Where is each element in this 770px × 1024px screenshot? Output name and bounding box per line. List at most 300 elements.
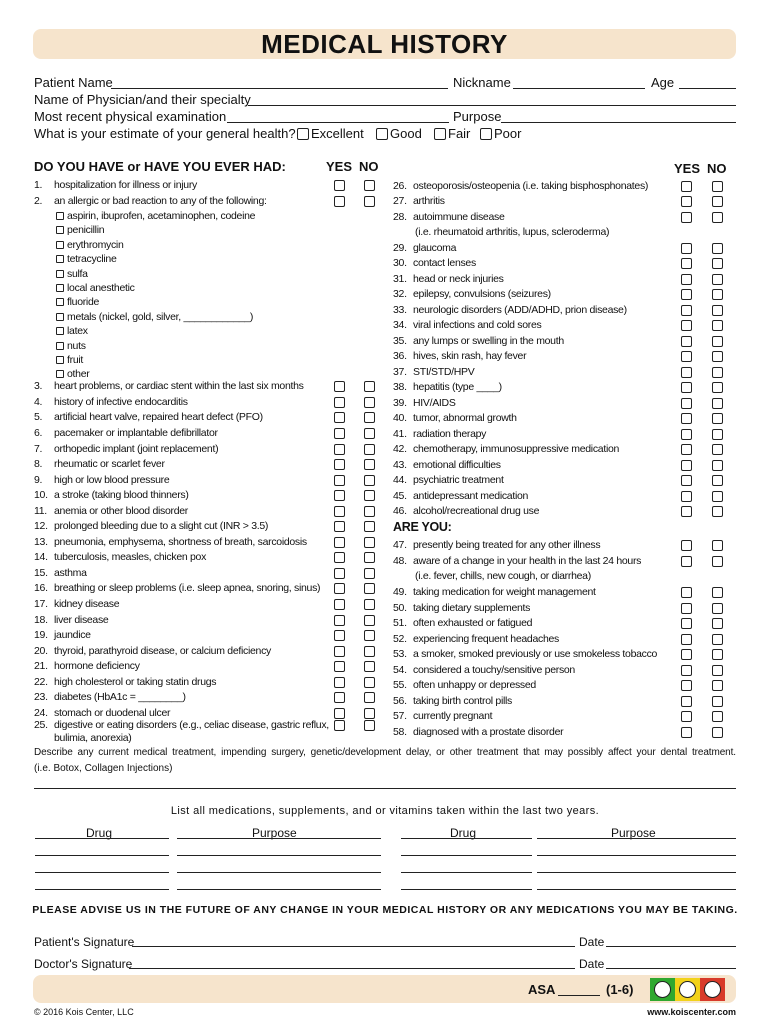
- item-text: antidepressant medication: [413, 490, 529, 502]
- no-checkbox[interactable]: [712, 475, 723, 486]
- question-item: [393, 602, 530, 615]
- no-checkbox[interactable]: [712, 429, 723, 440]
- no-checkbox[interactable]: [364, 677, 375, 688]
- item-text: presently being treated for any other illness: [413, 539, 601, 551]
- yes-checkbox[interactable]: [334, 630, 345, 641]
- describe-text: Describe any current medical treatment, impending surgery, genetic/development delay, or other treatment that may possibly affect your dental treatment.: [34, 747, 736, 758]
- yes-checkbox[interactable]: [334, 196, 345, 207]
- no-checkbox[interactable]: [712, 413, 723, 424]
- yes-checkbox[interactable]: [334, 521, 345, 532]
- allergen-checkbox[interactable]: [56, 298, 64, 306]
- yes-checkbox[interactable]: [334, 475, 345, 486]
- no-checkbox[interactable]: [712, 587, 723, 598]
- question-item: [34, 614, 108, 627]
- item-text: chemotherapy, immunosuppressive medication: [413, 443, 620, 455]
- item-text: viral infections and cold sores: [413, 319, 542, 331]
- no-checkbox[interactable]: [712, 665, 723, 676]
- yes-checkbox[interactable]: [334, 692, 345, 703]
- item-text: liver disease: [54, 614, 109, 626]
- item-number: 15.: [34, 567, 48, 579]
- green-circle[interactable]: [654, 981, 671, 998]
- no-checkbox[interactable]: [712, 634, 723, 645]
- item-text: contact lenses: [413, 257, 476, 269]
- allergen-checkbox[interactable]: [56, 241, 64, 249]
- yes-checkbox[interactable]: [681, 711, 692, 722]
- allergen-checkbox[interactable]: [56, 284, 64, 292]
- allergen-checkbox[interactable]: [56, 342, 64, 350]
- item-number: 3.: [34, 380, 43, 392]
- question-item: [393, 617, 532, 630]
- allergen-option[interactable]: [56, 340, 86, 353]
- allergen-checkbox[interactable]: [56, 226, 64, 234]
- allergen-option[interactable]: [56, 210, 255, 223]
- item-number: 23.: [34, 691, 48, 703]
- yes-checkbox[interactable]: [681, 367, 692, 378]
- physician-label: Name of Physician/and their specialty: [34, 92, 251, 107]
- item-number: 48.: [393, 555, 407, 567]
- no-checkbox[interactable]: [712, 556, 723, 567]
- yes-checkbox[interactable]: [334, 459, 345, 470]
- question-item: [393, 633, 559, 646]
- medication-entry-line[interactable]: [177, 889, 381, 890]
- item-text: diabetes (HbA1c = ________): [54, 691, 186, 703]
- patient-date-label: Date: [579, 935, 605, 949]
- patient-name-field[interactable]: [111, 88, 448, 89]
- yes-checkbox[interactable]: [681, 429, 692, 440]
- health-option-fair[interactable]: Fair: [434, 126, 470, 141]
- item-number: 58.: [393, 726, 407, 738]
- yes-checkbox[interactable]: [681, 475, 692, 486]
- health-question: What is your estimate of your general health?: [34, 126, 296, 141]
- yes-checkbox[interactable]: [334, 412, 345, 423]
- question-item: [393, 350, 526, 363]
- describe-example: (i.e. Botox, Collagen Injections): [34, 763, 173, 774]
- yes-checkbox[interactable]: [681, 289, 692, 300]
- no-checkbox[interactable]: [364, 180, 375, 191]
- item-number: 33.: [393, 304, 407, 316]
- item-text: often unhappy or depressed: [413, 679, 536, 691]
- allergen-checkbox[interactable]: [56, 370, 64, 378]
- no-checkbox[interactable]: [364, 692, 375, 703]
- no-checkbox[interactable]: [364, 630, 375, 641]
- question-item: [393, 586, 596, 599]
- allergen-checkbox[interactable]: [56, 255, 64, 263]
- doctor-signature-label: Doctor's Signature: [34, 957, 133, 971]
- question-item: [393, 180, 648, 193]
- purpose-label: Purpose: [453, 109, 502, 124]
- question-item: [393, 474, 504, 487]
- no-checkbox[interactable]: [364, 568, 375, 579]
- question-item: [34, 629, 91, 642]
- no-checkbox[interactable]: [712, 460, 723, 471]
- question-item: [34, 411, 263, 424]
- item-text: anemia or other blood disorder: [54, 505, 189, 517]
- health-option-good[interactable]: Good: [376, 126, 422, 141]
- medication-header-line: [537, 838, 736, 839]
- yes-checkbox[interactable]: [334, 180, 345, 191]
- item-number: 39.: [393, 397, 407, 409]
- allergen-underline: [56, 352, 322, 353]
- no-checkbox[interactable]: [712, 696, 723, 707]
- yes-checkbox[interactable]: [334, 615, 345, 626]
- medication-entry-line[interactable]: [177, 855, 381, 856]
- age-label: Age: [651, 75, 675, 90]
- no-checkbox[interactable]: [712, 680, 723, 691]
- question-item: [393, 459, 501, 472]
- item-text: epilepsy, convulsions (seizures): [413, 288, 551, 300]
- health-option-excellent[interactable]: Excellent: [297, 126, 364, 141]
- question-item: [393, 397, 456, 410]
- allergen-option[interactable]: [56, 253, 117, 266]
- yes-checkbox[interactable]: [681, 491, 692, 502]
- item-text: high cholesterol or taking statin drugs: [54, 676, 217, 688]
- no-checkbox[interactable]: [364, 428, 375, 439]
- allergen-option[interactable]: [56, 296, 99, 309]
- item-text: heart problems, or cardiac stent within the last six months: [54, 380, 304, 392]
- medication-header-line: [401, 838, 532, 839]
- item-number: 42.: [393, 443, 407, 455]
- item-text: (i.e. fever, chills, new cough, or diarrhea): [415, 570, 591, 582]
- question-item: [393, 412, 517, 425]
- item-number: 21.: [34, 660, 48, 672]
- question-item: [34, 691, 186, 704]
- allergen-checkbox[interactable]: [56, 212, 64, 220]
- question-item: [393, 490, 528, 503]
- doctor-date-field[interactable]: [606, 968, 736, 969]
- page-title: MEDICAL HISTORY: [261, 29, 508, 59]
- question-item: [34, 551, 206, 564]
- item-text: taking dietary supplements: [413, 602, 531, 614]
- question-item: [393, 539, 600, 552]
- yes-checkbox[interactable]: [681, 305, 692, 316]
- yes-checkbox[interactable]: [681, 634, 692, 645]
- allergen-option[interactable]: [56, 354, 83, 367]
- allergen-checkbox[interactable]: [56, 270, 64, 278]
- patient-signature-field[interactable]: [132, 946, 575, 947]
- no-checkbox[interactable]: [712, 603, 723, 614]
- no-header-right: NO: [707, 161, 727, 176]
- item-text: neurologic disorders (ADD/ADHD, prion disease): [413, 304, 627, 316]
- question-item: [34, 505, 188, 518]
- allergen-option[interactable]: [56, 325, 88, 338]
- medication-header-line: [177, 838, 381, 839]
- item-number: 47.: [393, 539, 407, 551]
- no-checkbox[interactable]: [364, 444, 375, 455]
- allergen-option[interactable]: [56, 311, 253, 324]
- question-item: [34, 195, 267, 208]
- medications-intro: List all medications, supplements, and or vitamins taken within the last two years.: [170, 805, 600, 817]
- allergen-label: tetracycline: [67, 253, 117, 266]
- yes-header-right: YES: [674, 161, 701, 176]
- allergen-option[interactable]: [56, 268, 88, 281]
- title-banner: [33, 29, 736, 59]
- no-checkbox[interactable]: [712, 649, 723, 660]
- item-number: 27.: [393, 195, 407, 207]
- no-checkbox[interactable]: [712, 212, 723, 223]
- allergen-checkbox[interactable]: [56, 313, 64, 321]
- yes-checkbox[interactable]: [334, 552, 345, 563]
- allergen-option[interactable]: [56, 239, 124, 252]
- no-checkbox[interactable]: [712, 305, 723, 316]
- item-number: 52.: [393, 633, 407, 645]
- item-text: high or low blood pressure: [54, 474, 170, 486]
- item-number: 50.: [393, 602, 407, 614]
- doctor-signature-field[interactable]: [129, 968, 575, 969]
- no-checkbox[interactable]: [712, 491, 723, 502]
- yes-checkbox[interactable]: [681, 413, 692, 424]
- medication-entry-line[interactable]: [35, 872, 169, 873]
- no-checkbox[interactable]: [712, 336, 723, 347]
- section-heading: DO YOU HAVE or HAVE YOU EVER HAD:: [34, 159, 286, 174]
- no-checkbox[interactable]: [712, 727, 723, 738]
- question-item: [393, 257, 476, 270]
- exam-field[interactable]: [227, 122, 449, 123]
- item-text: an allergic or bad reaction to any of the following:: [54, 195, 267, 207]
- no-checkbox[interactable]: [364, 381, 375, 392]
- item-number: 44.: [393, 474, 407, 486]
- item-text: aware of a change in your health in the last 24 hours: [413, 555, 642, 567]
- no-checkbox[interactable]: [712, 181, 723, 192]
- question-item: [34, 458, 165, 471]
- item-number: 2.: [34, 195, 43, 207]
- yes-checkbox[interactable]: [681, 680, 692, 691]
- yes-checkbox[interactable]: [334, 646, 345, 657]
- no-checkbox[interactable]: [364, 583, 375, 594]
- yes-checkbox[interactable]: [334, 568, 345, 579]
- no-checkbox[interactable]: [364, 720, 375, 731]
- item-number: 25.: [34, 719, 48, 731]
- item-number: 46.: [393, 505, 407, 517]
- checkbox-fair[interactable]: [434, 128, 446, 140]
- medication-entry-line[interactable]: [401, 872, 532, 873]
- allergen-label: latex: [67, 325, 88, 338]
- item-number: 37.: [393, 366, 407, 378]
- question-item: [393, 381, 502, 394]
- checkbox-poor[interactable]: [480, 128, 492, 140]
- question-item: [34, 660, 140, 673]
- green-indicator: [650, 978, 675, 1001]
- yes-checkbox[interactable]: [681, 274, 692, 285]
- allergen-option[interactable]: [56, 282, 135, 295]
- checkbox-excellent[interactable]: [297, 128, 309, 140]
- allergen-checkbox[interactable]: [56, 327, 64, 335]
- health-option-poor[interactable]: Poor: [480, 126, 521, 141]
- question-item: [34, 567, 87, 580]
- no-checkbox[interactable]: [712, 540, 723, 551]
- no-checkbox[interactable]: [364, 459, 375, 470]
- yes-checkbox[interactable]: [681, 665, 692, 676]
- no-checkbox[interactable]: [712, 506, 723, 517]
- no-checkbox[interactable]: [712, 382, 723, 393]
- yes-checkbox[interactable]: [334, 397, 345, 408]
- yes-checkbox[interactable]: [334, 490, 345, 501]
- yes-checkbox[interactable]: [681, 618, 692, 629]
- yellow-indicator: [675, 978, 700, 1001]
- yes-checkbox[interactable]: [334, 677, 345, 688]
- no-checkbox[interactable]: [712, 398, 723, 409]
- yes-header-left: YES: [326, 159, 353, 174]
- item-number: 36.: [393, 350, 407, 362]
- no-checkbox[interactable]: [712, 351, 723, 362]
- yes-checkbox[interactable]: [681, 181, 692, 192]
- yes-checkbox[interactable]: [334, 444, 345, 455]
- yes-checkbox[interactable]: [334, 661, 345, 672]
- advise-notice: PLEASE ADVISE US IN THE FUTURE OF ANY CHANGE IN YOUR MEDICAL HISTORY OR ANY MEDICATIONS YOU MAY BE TAKING.: [32, 904, 738, 916]
- question-item: [393, 726, 563, 739]
- no-checkbox[interactable]: [364, 552, 375, 563]
- yes-checkbox[interactable]: [681, 351, 692, 362]
- yes-checkbox[interactable]: [334, 381, 345, 392]
- no-checkbox[interactable]: [712, 618, 723, 629]
- yes-checkbox[interactable]: [681, 727, 692, 738]
- question-item: [34, 520, 268, 533]
- patient-date-field[interactable]: [606, 946, 736, 947]
- purpose-field[interactable]: [501, 122, 736, 123]
- no-checkbox[interactable]: [712, 320, 723, 331]
- no-checkbox[interactable]: [364, 521, 375, 532]
- question-item: [393, 288, 551, 301]
- allergen-underline: [56, 366, 322, 367]
- yes-checkbox[interactable]: [334, 537, 345, 548]
- item-text: psychiatric treatment: [413, 474, 504, 486]
- physician-field[interactable]: [248, 105, 736, 106]
- question-item: [393, 366, 474, 379]
- no-checkbox[interactable]: [364, 490, 375, 501]
- nickname-field[interactable]: [513, 88, 645, 89]
- no-checkbox[interactable]: [712, 258, 723, 269]
- medication-entry-line[interactable]: [537, 855, 736, 856]
- describe-line[interactable]: [34, 788, 736, 789]
- yes-checkbox[interactable]: [334, 428, 345, 439]
- item-text: thyroid, parathyroid disease, or calcium deficiency: [54, 645, 271, 657]
- no-checkbox[interactable]: [364, 537, 375, 548]
- yes-checkbox[interactable]: [681, 587, 692, 598]
- no-checkbox[interactable]: [712, 289, 723, 300]
- no-checkbox[interactable]: [364, 397, 375, 408]
- no-checkbox[interactable]: [364, 412, 375, 423]
- item-text: asthma: [54, 567, 87, 579]
- item-number: 22.: [34, 676, 48, 688]
- item-number: 29.: [393, 242, 407, 254]
- yes-checkbox[interactable]: [681, 382, 692, 393]
- item-number: 51.: [393, 617, 407, 629]
- no-checkbox[interactable]: [712, 274, 723, 285]
- red-circle[interactable]: [704, 981, 721, 998]
- yes-checkbox[interactable]: [681, 243, 692, 254]
- item-number: 35.: [393, 335, 407, 347]
- no-checkbox[interactable]: [712, 196, 723, 207]
- item-number: 32.: [393, 288, 407, 300]
- item-text: breathing or sleep problems (i.e. sleep apnea, snoring, sinus): [54, 582, 321, 594]
- medication-entry-line[interactable]: [35, 889, 169, 890]
- question-item: [393, 428, 486, 441]
- allergen-label: fluoride: [67, 296, 100, 309]
- no-checkbox[interactable]: [364, 599, 375, 610]
- no-checkbox[interactable]: [364, 506, 375, 517]
- no-checkbox[interactable]: [364, 708, 375, 719]
- no-checkbox[interactable]: [712, 367, 723, 378]
- no-checkbox[interactable]: [364, 615, 375, 626]
- medication-entry-line[interactable]: [537, 872, 736, 873]
- item-text: pneumonia, emphysema, shortness of breath, sarcoidosis: [54, 536, 307, 548]
- allergen-option[interactable]: [56, 368, 89, 381]
- item-number: 41.: [393, 428, 407, 440]
- yes-checkbox[interactable]: [681, 398, 692, 409]
- checkbox-good[interactable]: [376, 128, 388, 140]
- item-text: taking birth control pills: [413, 695, 512, 707]
- no-checkbox[interactable]: [712, 711, 723, 722]
- yes-checkbox[interactable]: [681, 540, 692, 551]
- item-number: 54.: [393, 664, 407, 676]
- medication-entry-line[interactable]: [177, 872, 381, 873]
- item-number: 9.: [34, 474, 43, 486]
- question-item: [34, 719, 329, 732]
- medication-entry-line[interactable]: [401, 889, 532, 890]
- medication-entry-line[interactable]: [35, 855, 169, 856]
- yes-checkbox[interactable]: [681, 212, 692, 223]
- yes-checkbox[interactable]: [681, 556, 692, 567]
- yes-checkbox[interactable]: [334, 599, 345, 610]
- yes-checkbox[interactable]: [334, 720, 345, 731]
- no-checkbox[interactable]: [712, 444, 723, 455]
- item-text: radiation therapy: [413, 428, 487, 440]
- nickname-label: Nickname: [453, 75, 511, 90]
- item-number: 10.: [34, 489, 48, 501]
- yes-checkbox[interactable]: [681, 196, 692, 207]
- question-item: [34, 676, 216, 689]
- item-number: 28.: [393, 211, 407, 223]
- asa-field[interactable]: [558, 995, 600, 996]
- allergen-label: metals (nickel, gold, silver, ____________): [67, 310, 254, 323]
- yes-checkbox[interactable]: [681, 320, 692, 331]
- yes-checkbox[interactable]: [681, 258, 692, 269]
- yes-checkbox[interactable]: [681, 444, 692, 455]
- yellow-circle[interactable]: [679, 981, 696, 998]
- no-checkbox[interactable]: [364, 646, 375, 657]
- no-checkbox[interactable]: [712, 243, 723, 254]
- medication-entry-line[interactable]: [537, 889, 736, 890]
- yes-checkbox[interactable]: [681, 696, 692, 707]
- no-checkbox[interactable]: [364, 475, 375, 486]
- medication-entry-line[interactable]: [401, 855, 532, 856]
- allergen-label: local anesthetic: [67, 282, 135, 294]
- allergen-checkbox[interactable]: [56, 356, 64, 364]
- yes-checkbox[interactable]: [681, 460, 692, 471]
- item-number: 45.: [393, 490, 407, 502]
- are-you-heading: ARE YOU:: [393, 520, 452, 534]
- yes-checkbox[interactable]: [681, 603, 692, 614]
- item-number: 8.: [34, 458, 43, 470]
- yes-checkbox[interactable]: [681, 649, 692, 660]
- item-text: currently pregnant: [413, 710, 493, 722]
- question-item: [393, 443, 619, 456]
- age-field[interactable]: [679, 88, 736, 89]
- yes-checkbox[interactable]: [681, 506, 692, 517]
- question-item: [34, 427, 218, 440]
- allergen-label: sulfa: [67, 267, 88, 280]
- yes-checkbox[interactable]: [334, 708, 345, 719]
- allergen-option[interactable]: [56, 224, 104, 237]
- drug-header-left: Drug: [86, 826, 113, 840]
- no-checkbox[interactable]: [364, 661, 375, 672]
- yes-checkbox[interactable]: [334, 506, 345, 517]
- no-checkbox[interactable]: [364, 196, 375, 207]
- item-number: 20.: [34, 645, 48, 657]
- yes-checkbox[interactable]: [681, 336, 692, 347]
- item-text: STI/STD/HPV: [413, 366, 475, 378]
- item-text: head or neck injuries: [413, 273, 504, 285]
- yes-checkbox[interactable]: [334, 583, 345, 594]
